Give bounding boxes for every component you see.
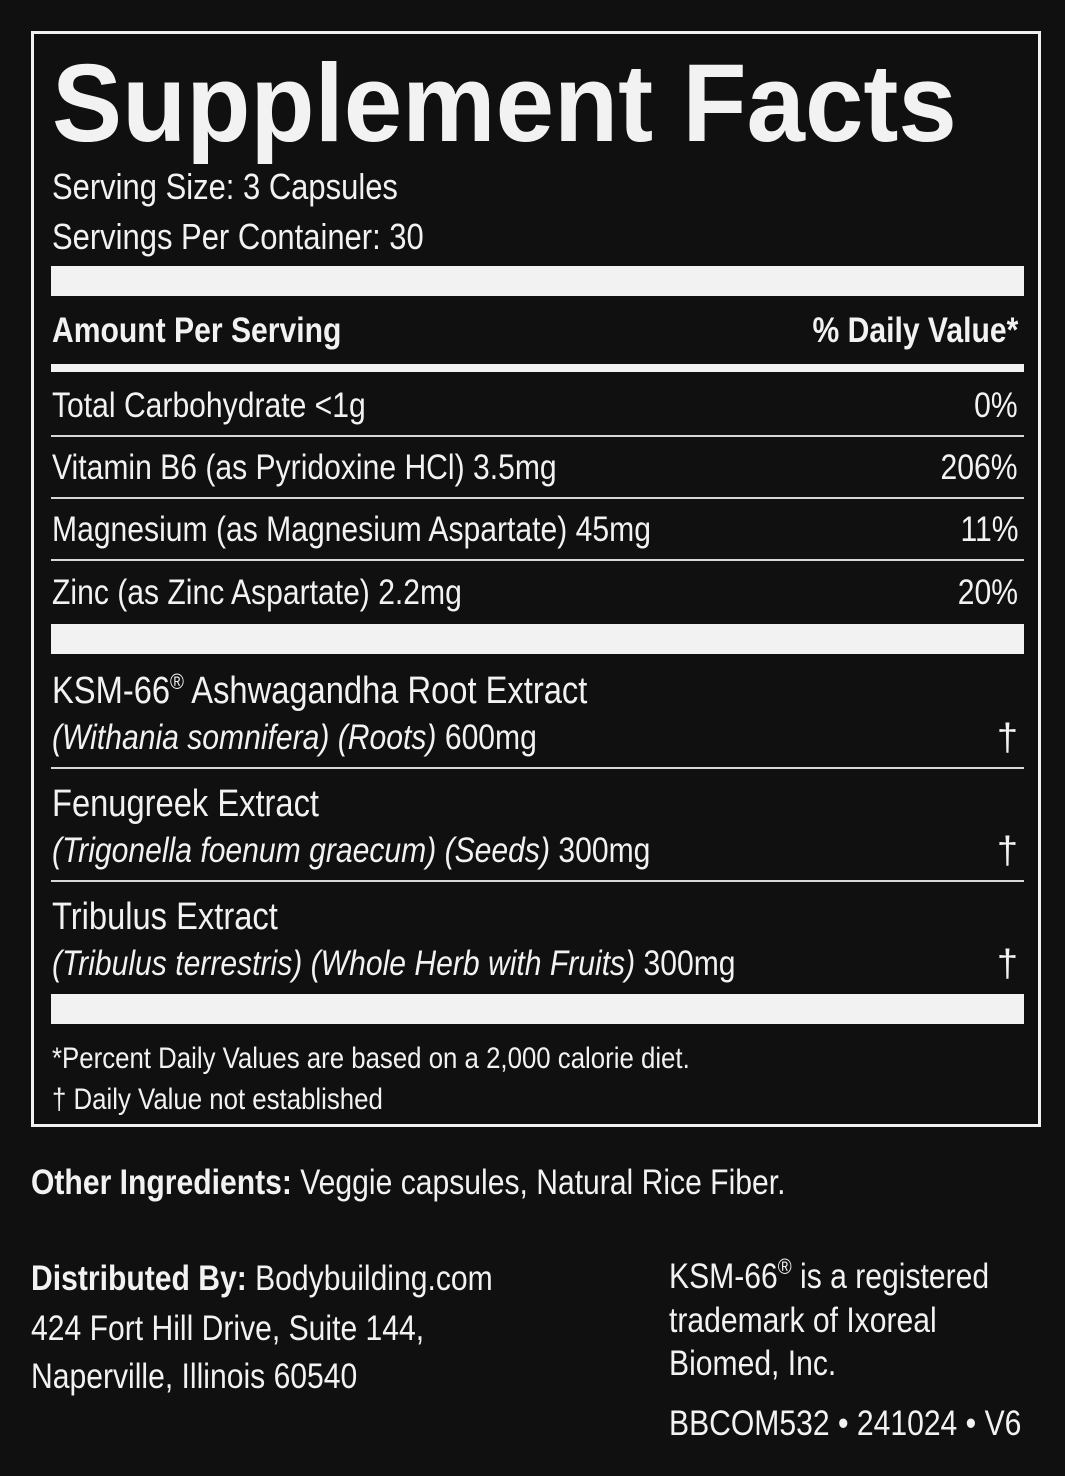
distributor-line: Distributed By: Bodybuilding.com (31, 1259, 493, 1298)
ingredient-detail: (Trigonella foenum graecum) (Seeds) 300mg (52, 831, 651, 870)
ingredient-dv: † (996, 717, 1018, 759)
divider-thick (51, 994, 1024, 1024)
divider-thin (51, 497, 1024, 499)
product-code: BBCOM532 • 241024 • V6 (669, 1404, 1022, 1443)
ingredient-dv: † (996, 830, 1018, 872)
servings-per-container: Servings Per Container: 30 (52, 216, 424, 257)
serving-size: Serving Size: 3 Capsules (52, 166, 398, 207)
divider-thick (51, 266, 1024, 296)
nutrient-name: Magnesium (as Magnesium Aspartate) 45mg (52, 510, 651, 549)
ingredient-name: KSM-66® Ashwagandha Root Extract (52, 669, 588, 712)
ingredient-name: Fenugreek Extract (52, 783, 320, 825)
divider-thin (51, 559, 1024, 561)
other-ingredients: Other Ingredients: Veggie capsules, Natural Rice Fiber. (31, 1163, 786, 1202)
trademark-line-1: KSM-66® is a registered (669, 1254, 990, 1296)
ingredient-detail: (Tribulus terrestris) (Whole Herb with Fruits) 300mg (52, 944, 736, 983)
trademark-line-2: trademark of Ixoreal (669, 1301, 937, 1340)
trademark-line-3: Biomed, Inc. (669, 1344, 837, 1383)
ingredient-name: Tribulus Extract (52, 896, 278, 938)
nutrient-dv: 11% (959, 510, 1018, 549)
nutrient-dv: 206% (941, 448, 1018, 487)
amount-per-serving-label: Amount Per Serving (52, 311, 342, 350)
distributor-address-2: Naperville, Illinois 60540 (31, 1357, 358, 1396)
ingredient-dv: † (996, 943, 1018, 985)
ingredient-detail: (Withania somnifera) (Roots) 600mg (52, 718, 537, 757)
nutrient-name: Vitamin B6 (as Pyridoxine HCl) 3.5mg (52, 448, 557, 487)
footnote-dagger: † Daily Value not established (52, 1083, 383, 1116)
nutrient-dv: 0% (974, 386, 1018, 425)
nutrient-name: Zinc (as Zinc Aspartate) 2.2mg (52, 573, 462, 612)
divider-thin (51, 767, 1024, 769)
divider-medium (51, 364, 1024, 372)
nutrient-name: Total Carbohydrate <1g (52, 386, 366, 425)
divider-thin (51, 880, 1024, 882)
daily-value-label: % Daily Value* (812, 311, 1018, 350)
distributor-address-1: 424 Fort Hill Drive, Suite 144, (31, 1309, 425, 1348)
supplement-facts-panel (31, 31, 1041, 1127)
footnote-percent-daily: *Percent Daily Values are based on a 2,000 calorie diet. (52, 1042, 690, 1075)
nutrient-dv: 20% (957, 573, 1018, 612)
divider-thick (51, 624, 1024, 654)
panel-title: Supplement Facts (52, 42, 957, 165)
divider-thin (51, 435, 1024, 437)
